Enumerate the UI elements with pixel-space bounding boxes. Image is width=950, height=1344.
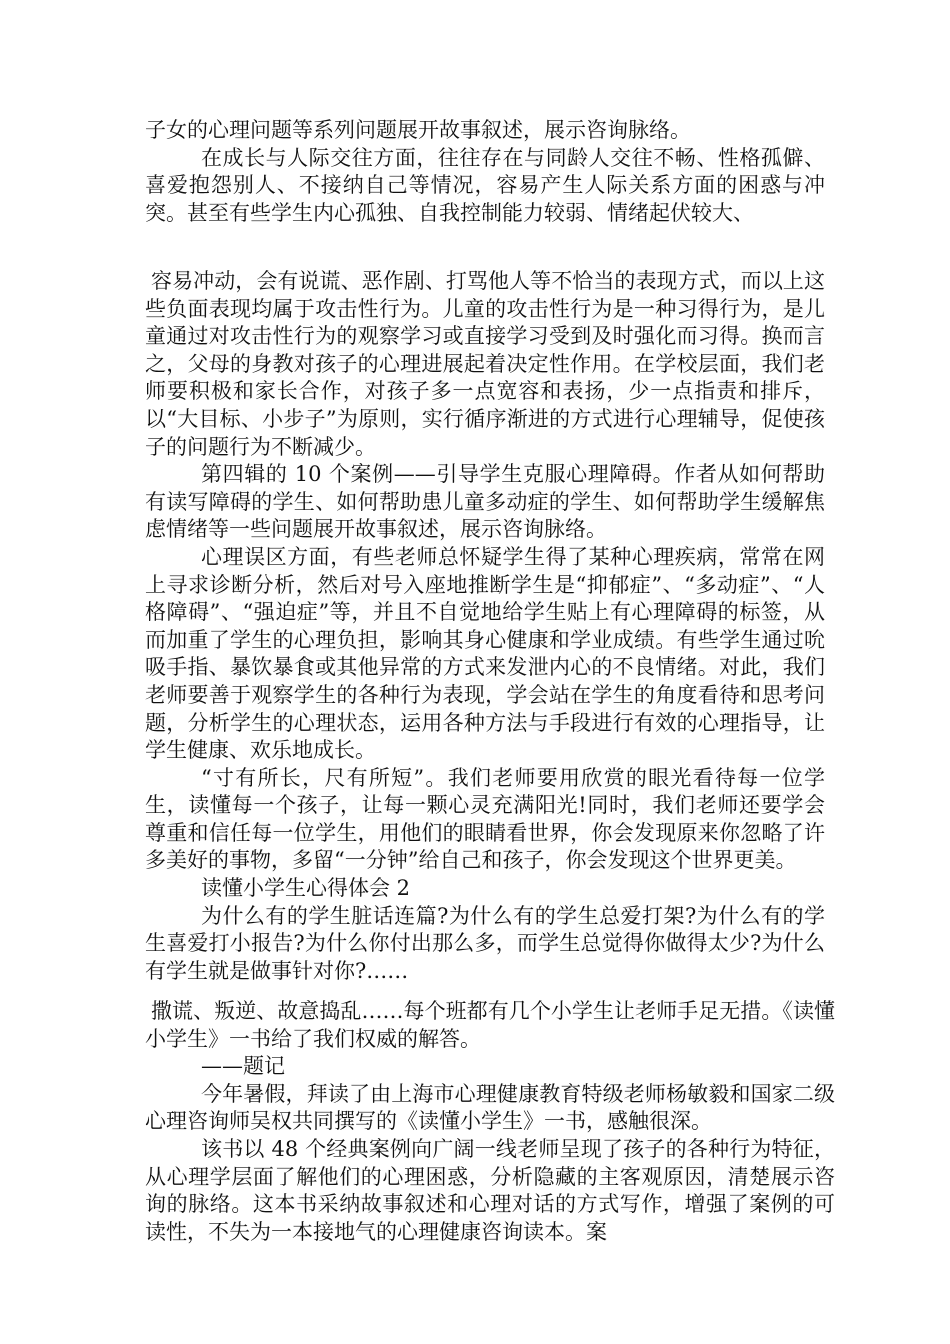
paragraph: 该书以 48 个经典案例向广阔一线老师呈现了孩子的各种行为特征，从心理学层面了解他们的心理困惑，分析隐藏的主客观原因，清楚展示咨询的脉络。这本书采纳故事叙述和心理对话的方式写作，增强了案例的可读性，不失为一本接地气的心理健康咨询读本。案 bbox=[145, 1136, 835, 1244]
paragraph: “寸有所长，尺有所短”。我们老师要用欣赏的眼光看待每一位学生，读懂每一个孩子，让每一颗心灵充满阳光!同时，我们老师还要学会尊重和信任每一位学生，用他们的眼睛看世界，你会发现原来你忽略了许多美好的事物，多留“一分钟”给自己和孩子，你会发现这个世界更美。 bbox=[145, 765, 825, 873]
paragraph: 今年暑假，拜读了由上海市心理健康教育特级老师杨敏毅和国家二级心理咨询师吴权共同撰写的《读懂小学生》一书，感触很深。 bbox=[145, 1081, 835, 1134]
paragraph: 第四辑的 10 个案例——引导学生克服心理障碍。作者从如何帮助有读写障碍的学生、如何帮助患儿童多动症的学生、如何帮助学生缓解焦虑情绪等一些问题展开故事叙述，展示咨询脉络。 bbox=[145, 462, 825, 542]
paragraph-block-1 bbox=[145, 117, 825, 227]
paragraph: 子女的心理问题等系列问题展开故事叙述，展示咨询脉络。 bbox=[145, 118, 691, 142]
paragraph: 容易冲动，会有说谎、恶作剧、打骂他人等不恰当的表现方式，而以上这些负面表现均属于攻击性行为。儿童的攻击性行为是一种习得行为，是儿童通过对攻击性行为的观察学习或直接学习受到及时强化而习得。换而言之，父母的身教对孩子的心理进展起着决定性作用。在学校层面，我们老师要积极和家长合作，对孩子多一点宽容和表扬，少一点指责和排斥，以“大目标、小步子”为原则，实行循序渐进的方式进行心理辅导，促使孩子的问题行为不断减少。 bbox=[145, 269, 825, 459]
paragraph: 撒谎、叛逆、故意捣乱……每个班都有几个小学生让老师手足无措。《读懂小学生》一书给了我们权威的解答。 bbox=[145, 999, 835, 1051]
paragraph: 在成长与人际交往方面，往往存在与同龄人交往不畅、性格孤僻、喜爱抱怨别人、不接纳自己等情况，容易产生人际关系方面的困惑与冲突。甚至有些学生内心孤独、自我控制能力较弱、情绪起伏较大、 bbox=[145, 145, 825, 225]
section-heading: 读懂小学生心得体会 2 bbox=[201, 876, 411, 901]
paragraph: 为什么有的学生脏话连篇?为什么有的学生总爱打架?为什么有的学生喜爱打小报告?为什么你付出那么多，而学生总觉得你做得太少?为什么有学生就是做事针对你?…… bbox=[145, 903, 825, 983]
paragraph-block-2 bbox=[145, 268, 825, 985]
paragraph-block-3 bbox=[145, 998, 835, 1246]
paragraph: 心理误区方面，有些老师总怀疑学生得了某种心理疾病，常常在网上寻求诊断分析，然后对号入座地推断学生是“抑郁症”、“多动症”、“人格障碍”、“强迫症”等，并且不自觉地给学生贴上有心理障碍的标签，从而加重了学生的心理负担，影响其身心健康和学业成绩。有些学生通过吮吸手指、暴饮暴食或其他异常的方式来发泄内心的不良情绪。对此，我们老师要善于观察学生的各种行为表现，学会站在学生的角度看待和思考问题，分析学生的心理状态，运用各种方法与手段进行有效的心理指导，让学生健康、欢乐地成长。 bbox=[145, 544, 825, 763]
epigraph-attribution: ——题记 bbox=[201, 1054, 285, 1079]
